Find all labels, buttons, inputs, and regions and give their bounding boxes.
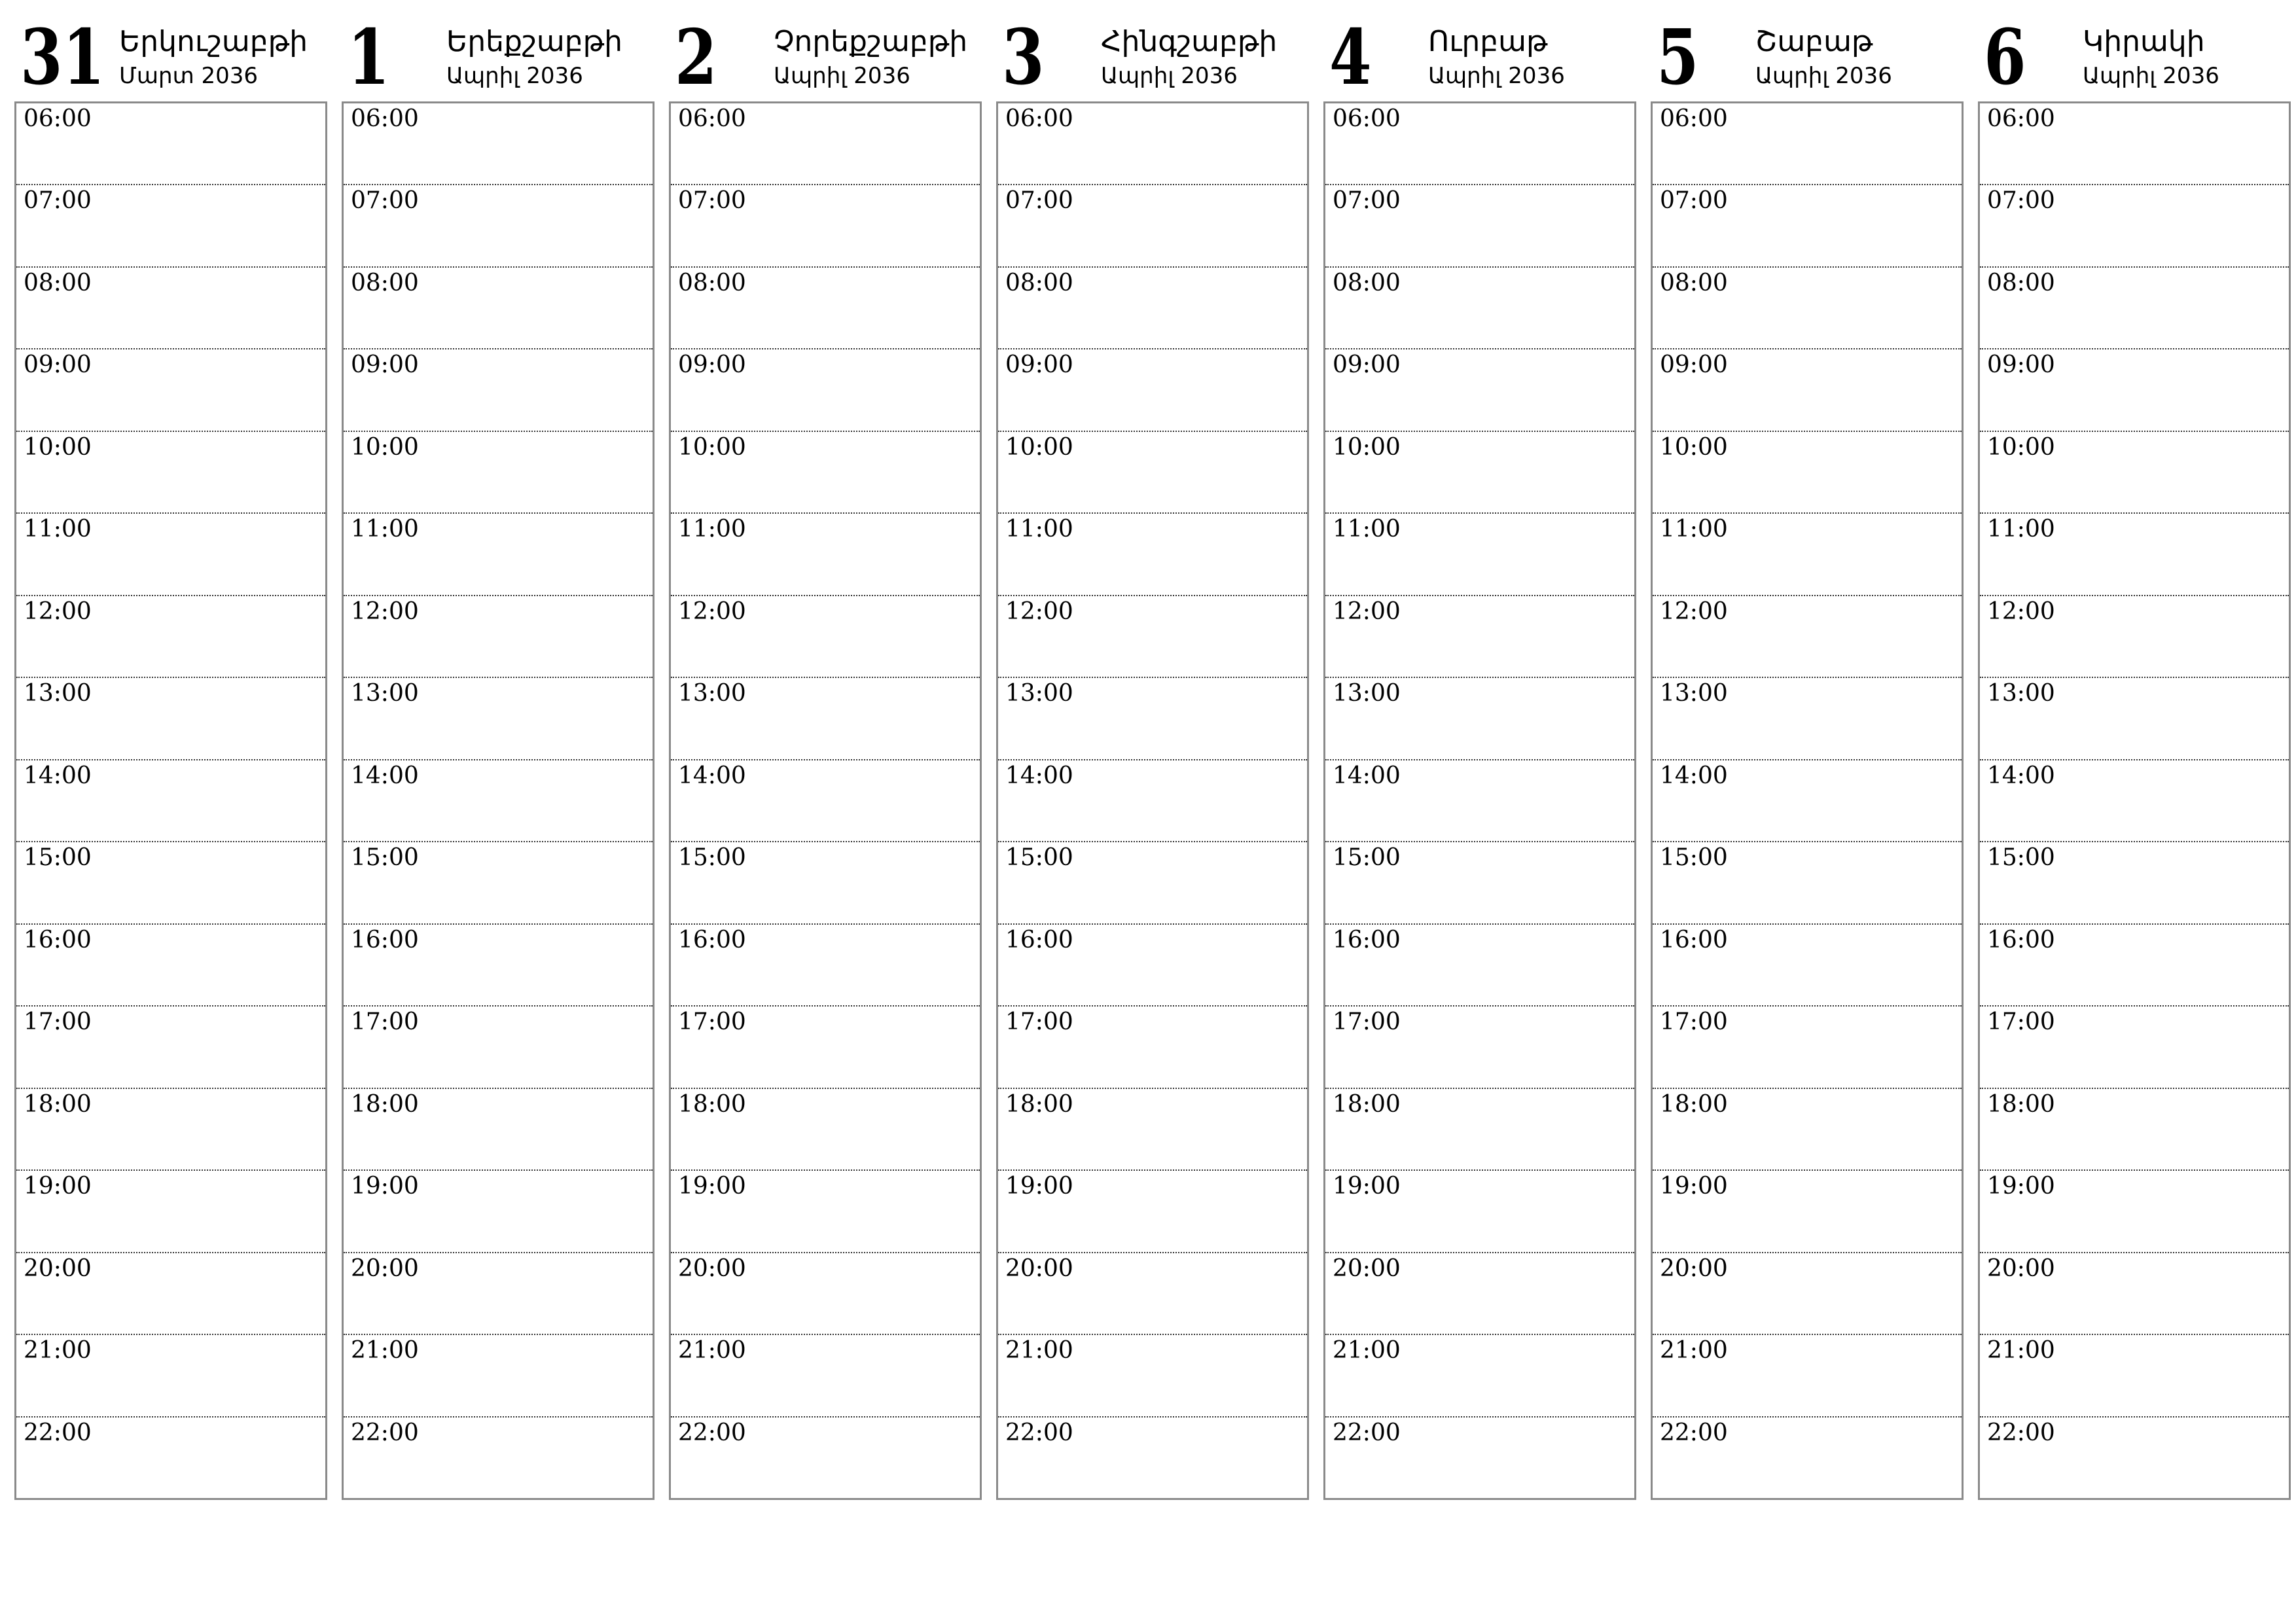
- month-year: Ապրիլ 2036: [446, 63, 583, 89]
- time-label: 18:00: [24, 1090, 92, 1118]
- time-label: 15:00: [1987, 844, 2055, 872]
- time-label: 12:00: [1660, 597, 1728, 625]
- time-label: 20:00: [351, 1255, 419, 1282]
- time-slot-grid: [1651, 101, 1964, 1500]
- time-slot: [671, 1171, 980, 1253]
- time-label: 08:00: [1005, 269, 1073, 296]
- time-slot: [1980, 1253, 2289, 1335]
- time-slot: [16, 678, 325, 760]
- time-label: 19:00: [1660, 1173, 1728, 1200]
- time-slot: [1325, 1335, 1634, 1417]
- time-slot: [16, 760, 325, 842]
- time-slot-grid: [996, 101, 1309, 1500]
- time-slot: [671, 842, 980, 924]
- day-number: 1: [348, 13, 390, 102]
- time-slot-grid: [342, 101, 655, 1500]
- time-slot: [1653, 925, 1962, 1007]
- time-slot: [998, 1335, 1307, 1417]
- day-number: 3: [1002, 13, 1045, 102]
- time-label: 12:00: [1005, 597, 1073, 625]
- time-slot: [1325, 596, 1634, 678]
- time-label: 08:00: [1660, 269, 1728, 296]
- time-slot: [1325, 760, 1634, 842]
- time-slot: [1653, 268, 1962, 349]
- time-label: 06:00: [1333, 105, 1401, 132]
- time-label: 11:00: [1005, 516, 1073, 543]
- time-slot: [998, 432, 1307, 514]
- time-label: 11:00: [351, 516, 419, 543]
- weekday-name: Շաբաթ: [1755, 25, 1873, 58]
- time-slot: [1980, 514, 2289, 596]
- day-number: 5: [1657, 13, 1699, 102]
- time-label: 19:00: [678, 1173, 746, 1200]
- time-slot-grid: [1323, 101, 1636, 1500]
- time-slot: [1325, 842, 1634, 924]
- time-label: 19:00: [24, 1173, 92, 1200]
- weekday-name: Չորեքշաբթի: [774, 25, 968, 58]
- time-slot: [671, 185, 980, 267]
- weekday-name: Ուրբաթ: [1428, 25, 1548, 58]
- time-slot: [1325, 1007, 1634, 1088]
- time-slot: [344, 185, 653, 267]
- time-slot: [1980, 185, 2289, 267]
- time-slot: [344, 760, 653, 842]
- time-slot: [1653, 1418, 1962, 1498]
- time-slot: [671, 925, 980, 1007]
- time-label: 19:00: [1005, 1173, 1073, 1200]
- time-label: 20:00: [1333, 1255, 1401, 1282]
- time-label: 07:00: [1660, 187, 1728, 215]
- day-number: 2: [675, 13, 717, 102]
- time-slot: [344, 432, 653, 514]
- time-slot: [998, 103, 1307, 185]
- time-slot: [1653, 1089, 1962, 1171]
- time-slot: [1980, 349, 2289, 431]
- time-label: 22:00: [1987, 1419, 2055, 1446]
- time-slot: [344, 1335, 653, 1417]
- time-label: 10:00: [1660, 433, 1728, 461]
- time-label: 14:00: [1005, 762, 1073, 789]
- time-slot: [344, 1253, 653, 1335]
- time-slot-grid: [1978, 101, 2291, 1500]
- time-label: 06:00: [678, 105, 746, 132]
- time-label: 17:00: [24, 1008, 92, 1036]
- time-label: 18:00: [1660, 1090, 1728, 1118]
- day-number: 31: [20, 13, 105, 102]
- time-slot: [1653, 185, 1962, 267]
- time-slot: [1980, 432, 2289, 514]
- time-slot: [998, 268, 1307, 349]
- time-label: 18:00: [351, 1090, 419, 1118]
- day-column: [14, 0, 327, 1505]
- time-slot: [1653, 1007, 1962, 1088]
- time-label: 12:00: [24, 597, 92, 625]
- time-label: 12:00: [351, 597, 419, 625]
- day-column: [342, 0, 655, 1505]
- time-slot: [671, 514, 980, 596]
- time-slot: [344, 349, 653, 431]
- month-year: Ապրիլ 2036: [774, 63, 910, 89]
- time-slot: [998, 1253, 1307, 1335]
- time-slot: [1980, 925, 2289, 1007]
- time-label: 09:00: [1987, 351, 2055, 379]
- time-label: 10:00: [678, 433, 746, 461]
- time-label: 07:00: [24, 187, 92, 215]
- time-label: 08:00: [1987, 269, 2055, 296]
- time-slot: [998, 925, 1307, 1007]
- time-label: 13:00: [24, 680, 92, 707]
- time-slot: [1653, 349, 1962, 431]
- time-label: 14:00: [1660, 762, 1728, 789]
- day-column: [1651, 0, 1964, 1505]
- time-label: 17:00: [1987, 1008, 2055, 1036]
- time-slot: [998, 760, 1307, 842]
- time-slot: [1325, 1089, 1634, 1171]
- time-slot: [16, 925, 325, 1007]
- time-label: 20:00: [1987, 1255, 2055, 1282]
- time-label: 14:00: [1333, 762, 1401, 789]
- time-label: 09:00: [24, 351, 92, 379]
- time-label: 07:00: [1987, 187, 2055, 215]
- time-slot: [1653, 1171, 1962, 1253]
- time-slot: [344, 1171, 653, 1253]
- time-slot: [671, 349, 980, 431]
- time-slot: [1653, 1253, 1962, 1335]
- time-slot: [1980, 103, 2289, 185]
- time-label: 15:00: [678, 844, 746, 872]
- time-label: 09:00: [1660, 351, 1728, 379]
- time-slot: [671, 596, 980, 678]
- month-year: Ապրիլ 2036: [1428, 63, 1565, 89]
- time-label: 22:00: [24, 1419, 92, 1446]
- time-label: 09:00: [351, 351, 419, 379]
- day-column: [1978, 0, 2291, 1505]
- time-label: 10:00: [1333, 433, 1401, 461]
- time-slot: [1980, 1089, 2289, 1171]
- time-slot: [16, 1089, 325, 1171]
- time-slot: [1980, 268, 2289, 349]
- time-slot: [344, 514, 653, 596]
- time-slot: [671, 760, 980, 842]
- time-label: 21:00: [678, 1337, 746, 1364]
- time-label: 12:00: [678, 597, 746, 625]
- time-slot: [1653, 842, 1962, 924]
- time-label: 16:00: [351, 926, 419, 954]
- time-slot: [1325, 925, 1634, 1007]
- time-label: 14:00: [24, 762, 92, 789]
- time-label: 19:00: [1987, 1173, 2055, 1200]
- month-year: Ապրիլ 2036: [1101, 63, 1238, 89]
- day-column: [669, 0, 982, 1505]
- time-label: 19:00: [1333, 1173, 1401, 1200]
- time-label: 10:00: [1987, 433, 2055, 461]
- time-label: 21:00: [24, 1337, 92, 1364]
- time-slot: [671, 432, 980, 514]
- time-slot: [344, 268, 653, 349]
- time-slot: [998, 842, 1307, 924]
- time-label: 13:00: [1660, 680, 1728, 707]
- time-slot: [671, 1089, 980, 1171]
- time-slot: [16, 432, 325, 514]
- time-slot: [1325, 678, 1634, 760]
- month-year: Ապրիլ 2036: [1755, 63, 1892, 89]
- time-label: 22:00: [1660, 1419, 1728, 1446]
- time-label: 17:00: [678, 1008, 746, 1036]
- time-slot: [1653, 596, 1962, 678]
- time-slot: [671, 678, 980, 760]
- time-slot: [998, 1418, 1307, 1498]
- time-slot: [344, 1007, 653, 1088]
- time-label: 17:00: [1660, 1008, 1728, 1036]
- time-label: 18:00: [678, 1090, 746, 1118]
- time-label: 21:00: [351, 1337, 419, 1364]
- time-label: 08:00: [1333, 269, 1401, 296]
- time-slot: [671, 103, 980, 185]
- time-slot: [998, 349, 1307, 431]
- time-slot: [1653, 432, 1962, 514]
- time-slot: [1325, 268, 1634, 349]
- time-label: 16:00: [1333, 926, 1401, 954]
- time-label: 20:00: [678, 1255, 746, 1282]
- time-label: 14:00: [678, 762, 746, 789]
- time-slot: [344, 596, 653, 678]
- day-number: 6: [1984, 13, 2026, 102]
- time-label: 11:00: [1987, 516, 2055, 543]
- time-label: 09:00: [1005, 351, 1073, 379]
- time-label: 18:00: [1005, 1090, 1073, 1118]
- time-slot: [1653, 1335, 1962, 1417]
- time-slot: [344, 1418, 653, 1498]
- day-column: [1323, 0, 1636, 1505]
- time-label: 08:00: [24, 269, 92, 296]
- day-column: [996, 0, 1309, 1505]
- time-slot: [1325, 1253, 1634, 1335]
- time-label: 15:00: [24, 844, 92, 872]
- weekday-name: Երկուշաբթի: [119, 25, 308, 58]
- time-slot: [16, 596, 325, 678]
- time-slot: [1325, 103, 1634, 185]
- time-slot: [1980, 842, 2289, 924]
- time-slot: [16, 349, 325, 431]
- time-slot: [1325, 432, 1634, 514]
- time-label: 06:00: [1660, 105, 1728, 132]
- time-slot: [16, 185, 325, 267]
- time-slot: [16, 1253, 325, 1335]
- time-slot: [1653, 760, 1962, 842]
- time-slot: [998, 185, 1307, 267]
- day-number: 4: [1329, 13, 1372, 102]
- time-label: 09:00: [678, 351, 746, 379]
- time-label: 18:00: [1987, 1090, 2055, 1118]
- time-slot: [1653, 514, 1962, 596]
- time-label: 11:00: [678, 516, 746, 543]
- time-label: 20:00: [24, 1255, 92, 1282]
- time-slot: [998, 1007, 1307, 1088]
- time-slot: [344, 925, 653, 1007]
- time-label: 08:00: [678, 269, 746, 296]
- time-slot-grid: [669, 101, 982, 1500]
- month-year: Ապրիլ 2036: [2083, 63, 2219, 89]
- time-slot: [1325, 514, 1634, 596]
- time-slot: [1325, 349, 1634, 431]
- time-slot: [16, 1335, 325, 1417]
- time-label: 09:00: [1333, 351, 1401, 379]
- time-label: 22:00: [1005, 1419, 1073, 1446]
- time-slot: [671, 1253, 980, 1335]
- time-slot: [344, 842, 653, 924]
- time-slot: [671, 1335, 980, 1417]
- time-label: 07:00: [1005, 187, 1073, 215]
- time-slot: [16, 268, 325, 349]
- time-label: 17:00: [351, 1008, 419, 1036]
- time-label: 06:00: [351, 105, 419, 132]
- time-slot: [1980, 760, 2289, 842]
- time-slot: [1980, 1418, 2289, 1498]
- time-label: 16:00: [1660, 926, 1728, 954]
- time-label: 08:00: [351, 269, 419, 296]
- time-label: 17:00: [1005, 1008, 1073, 1036]
- time-slot: [16, 514, 325, 596]
- time-label: 20:00: [1005, 1255, 1073, 1282]
- time-slot: [1653, 103, 1962, 185]
- time-label: 21:00: [1005, 1337, 1073, 1364]
- weekday-name: Հինգշաբթի: [1101, 25, 1278, 58]
- time-label: 12:00: [1987, 597, 2055, 625]
- time-label: 14:00: [351, 762, 419, 789]
- time-slot: [1980, 596, 2289, 678]
- time-label: 21:00: [1987, 1337, 2055, 1364]
- time-label: 11:00: [24, 516, 92, 543]
- time-slot: [1325, 185, 1634, 267]
- month-year: Մարտ 2036: [119, 63, 259, 89]
- time-slot: [998, 1089, 1307, 1171]
- time-label: 16:00: [1005, 926, 1073, 954]
- time-label: 20:00: [1660, 1255, 1728, 1282]
- time-slot: [1980, 1007, 2289, 1088]
- time-label: 07:00: [678, 187, 746, 215]
- time-slot: [16, 103, 325, 185]
- time-slot: [344, 1089, 653, 1171]
- time-label: 06:00: [1987, 105, 2055, 132]
- time-slot: [16, 1418, 325, 1498]
- time-label: 13:00: [351, 680, 419, 707]
- time-label: 13:00: [1987, 680, 2055, 707]
- time-slot: [1980, 1171, 2289, 1253]
- weekday-name: Երեքշաբթի: [446, 25, 623, 58]
- time-slot: [16, 1171, 325, 1253]
- time-slot: [1325, 1171, 1634, 1253]
- time-label: 19:00: [351, 1173, 419, 1200]
- time-label: 12:00: [1333, 597, 1401, 625]
- time-label: 15:00: [1005, 844, 1073, 872]
- time-label: 07:00: [1333, 187, 1401, 215]
- time-label: 21:00: [1333, 1337, 1401, 1364]
- time-slot: [344, 678, 653, 760]
- time-label: 22:00: [1333, 1419, 1401, 1446]
- time-label: 16:00: [24, 926, 92, 954]
- time-label: 13:00: [1005, 680, 1073, 707]
- time-label: 18:00: [1333, 1090, 1401, 1118]
- time-label: 13:00: [1333, 680, 1401, 707]
- time-label: 06:00: [24, 105, 92, 132]
- time-slot-grid: [14, 101, 327, 1500]
- time-label: 16:00: [678, 926, 746, 954]
- time-slot: [1980, 1335, 2289, 1417]
- time-label: 21:00: [1660, 1337, 1728, 1364]
- time-label: 22:00: [678, 1419, 746, 1446]
- time-label: 06:00: [1005, 105, 1073, 132]
- time-slot: [344, 103, 653, 185]
- time-slot: [16, 1007, 325, 1088]
- time-label: 11:00: [1333, 516, 1401, 543]
- time-label: 15:00: [1333, 844, 1401, 872]
- time-label: 15:00: [1660, 844, 1728, 872]
- time-slot: [671, 268, 980, 349]
- time-slot: [1980, 678, 2289, 760]
- time-slot: [998, 514, 1307, 596]
- time-label: 14:00: [1987, 762, 2055, 789]
- time-label: 16:00: [1987, 926, 2055, 954]
- time-label: 22:00: [351, 1419, 419, 1446]
- time-label: 13:00: [678, 680, 746, 707]
- time-slot: [1653, 678, 1962, 760]
- time-label: 07:00: [351, 187, 419, 215]
- time-label: 11:00: [1660, 516, 1728, 543]
- time-label: 10:00: [351, 433, 419, 461]
- time-label: 10:00: [1005, 433, 1073, 461]
- time-slot: [671, 1007, 980, 1088]
- weekday-name: Կիրակի: [2083, 25, 2205, 58]
- time-slot: [671, 1418, 980, 1498]
- time-slot: [16, 842, 325, 924]
- time-slot: [998, 1171, 1307, 1253]
- time-slot: [998, 596, 1307, 678]
- time-slot: [1325, 1418, 1634, 1498]
- time-label: 10:00: [24, 433, 92, 461]
- time-slot: [998, 678, 1307, 760]
- time-label: 17:00: [1333, 1008, 1401, 1036]
- time-label: 15:00: [351, 844, 419, 872]
